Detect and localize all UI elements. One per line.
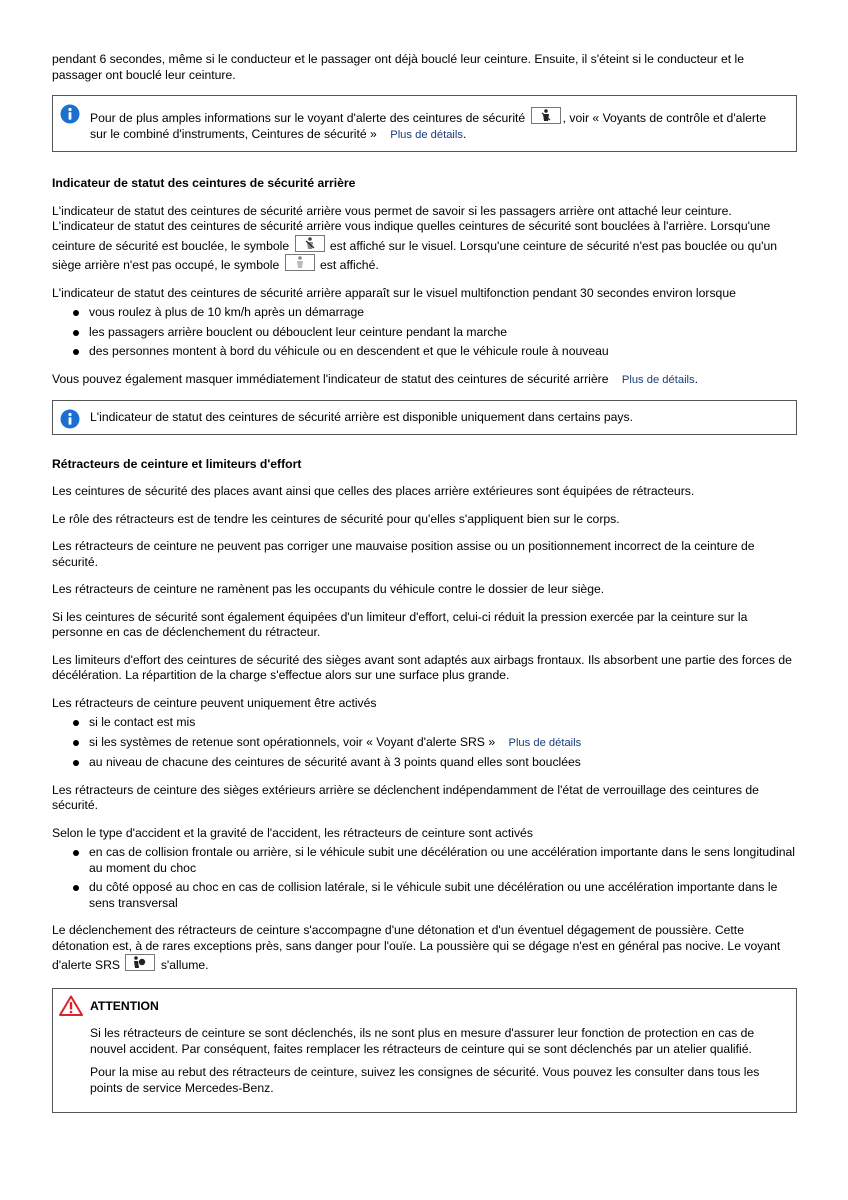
accident-type-list — [52, 845, 797, 911]
paragraph: Selon le type d'accident et la gravité de l'accident, les rétracteurs de ceinture sont activés — [52, 825, 533, 840]
list-item: en cas de collision frontale ou arrière, si le véhicule subit une décélération ou une accélération importante dans le sens longitudinal au moment du choc — [52, 845, 797, 876]
list-item: du côté opposé au choc en cas de collision latérale, si le véhicule subit une décélération ou une accélération importante dans le sens transversal — [52, 880, 797, 911]
info-icon — [60, 409, 80, 429]
seatbelt-unfastened-icon — [285, 254, 315, 271]
list-item: les passagers arrière bouclent ou débouclent leur ceinture pendant la marche — [52, 325, 797, 341]
section-heading-rear-status: Indicateur de statut des ceintures de sécurité arrière — [52, 176, 356, 190]
section-heading-retractors: Rétracteurs de ceinture et limiteurs d'effort — [52, 456, 302, 471]
paragraph: Si les ceintures de sécurité sont également équipées d'un limiteur d'effort, celui-ci réduit la pression exercée par la ceinture sur la personne en cas de déclenchement du rétracteur. — [52, 609, 748, 639]
text-segment: L'indicateur de statut des ceintures de sécurité arrière vous permet de savoir si les passagers arrière ont attaché leur ceinture. L'indicateur de statut des ceintures de sécurité arrière vous indique quelles ceintures de sécurité sont bouclées à l'arrière. Lorsqu'une ceinture de sécurité est bouclée, le symbole — [52, 203, 771, 253]
details-link[interactable]: Plus de détails — [621, 373, 695, 386]
intro-paragraph: pendant 6 secondes, même si le conducteur et le passager ont déjà bouclé leur ceinture. Ensuite, il s'éteint si le conducteur et le passager ont bouclé leur ceinture. — [52, 52, 745, 82]
paragraph: Les rétracteurs de ceinture ne peuvent pas corriger une mauvaise position assise ou un positionnement incorrect de la ceinture de sécurité. — [52, 539, 755, 569]
text-segment: s'allume. — [160, 958, 209, 972]
srs-airbag-icon — [125, 954, 155, 971]
info-icon — [60, 104, 80, 124]
paragraph: Les rétracteurs de ceinture peuvent uniquement être activés — [52, 695, 377, 710]
warning-title: ATTENTION — [90, 998, 159, 1013]
paragraph: Les ceintures de sécurité des places avant ainsi que celles des places arrière extérieures sont équipées de rétracteurs. — [52, 484, 695, 498]
text-segment: est affiché sur le visuel. Lorsqu'une ceinture de sécurité n'est pas bouclée ou qu'un siège arrière n'est pas occupé, le symbole — [52, 238, 778, 272]
list-item: vous roulez à plus de 10 km/h après un démarrage — [52, 305, 797, 321]
period: . — [463, 126, 467, 141]
paragraph: Les limiteurs d'effort des ceintures de sécurité des sièges avant sont adaptés aux airbags frontaux. Ils absorbent une partie des forces de décélération. La répartition de la charge s'effectue alors sur une surface plus grande. — [52, 652, 792, 682]
text-segment: est affiché. — [320, 258, 379, 272]
list-item: au niveau de chacune des ceintures de sécurité avant à 3 points quand elles sont bouclées — [52, 755, 797, 771]
details-link[interactable]: Plus de détails — [508, 736, 582, 749]
text-segment: Le déclenchement des rétracteurs de ceinture s'accompagne d'une détonation et d'un éventuel dégagement de poussière. Cette détonation est, à de rares exceptions près, sans danger pour l'ouïe. La poussière qui se dégage n'est en général pas nocive. Le voyant d'alerte SRS — [52, 923, 781, 972]
paragraph: Les rétracteurs de ceinture ne ramènent pas les occupants du véhicule contre le dossier de leur siège. — [52, 582, 605, 596]
srs-paragraph — [52, 923, 797, 974]
info-box-country-availability — [52, 400, 797, 435]
warning-paragraph: Si les rétracteurs de ceinture se sont déclenchés, ils ne sont plus en mesure d'assurer leur fonction de protection en cas de nouvel accident. Par conséquent, faites remplacer les rétracteurs de ceinture qui se sont déclenchés par un atelier qualifié. — [90, 1026, 755, 1056]
seatbelt-fastened-icon — [295, 235, 325, 252]
rear-status-display-paragraph: L'indicateur de statut des ceintures de sécurité arrière apparaît sur le visuel multifonction pendant 30 secondes environ lorsque — [52, 285, 736, 300]
info-text-before: Pour de plus amples informations sur le voyant d'alerte des ceintures de sécurité — [90, 111, 526, 125]
list-item: si le contact est mis — [52, 715, 797, 731]
warning-triangle-icon — [59, 995, 83, 1016]
info-box-seatbelt-warning — [52, 95, 797, 152]
rear-status-conditions-list — [52, 305, 797, 360]
paragraph: Le rôle des rétracteurs est de tendre les ceintures de sécurité pour qu'elles s'appliquent bien sur le corps. — [52, 511, 620, 526]
list-item — [52, 735, 797, 752]
warning-paragraph: Pour la mise au rebut des rétracteurs de ceinture, suivez les consignes de sécurité. Vous pouvez les consulter dans tous les points de service Mercedes-Benz. — [90, 1065, 760, 1095]
details-link[interactable]: Plus de détails — [390, 128, 463, 141]
document-page — [52, 52, 797, 1113]
info-text-after: , voir « Voyants de contrôle et d'alerte sur le combiné d'instruments, Ceintures de sécurité » — [90, 111, 767, 141]
text-segment: Vous pouvez également masquer immédiatement l'indicateur de statut des ceintures de sécurité arrière — [52, 371, 609, 386]
list-item: des personnes montent à bord du véhicule ou en descendent et que le véhicule roule à nouveau — [52, 344, 797, 360]
seatbelt-icon — [531, 107, 561, 124]
hide-status-paragraph — [52, 372, 797, 389]
paragraph: Les rétracteurs de ceinture des sièges extérieurs arrière se déclenchent indépendamment de l'état de verrouillage des ceintures de sécurité. — [52, 782, 759, 812]
info-text: L'indicateur de statut des ceintures de sécurité arrière est disponible uniquement dans certains pays. — [90, 410, 633, 424]
warning-box — [52, 988, 797, 1114]
text-segment: si les systèmes de retenue sont opérationnels, voir « Voyant d'alerte SRS » — [89, 734, 496, 749]
period: . — [694, 371, 699, 386]
rear-status-paragraph — [52, 204, 797, 274]
activation-conditions-list — [52, 715, 797, 771]
